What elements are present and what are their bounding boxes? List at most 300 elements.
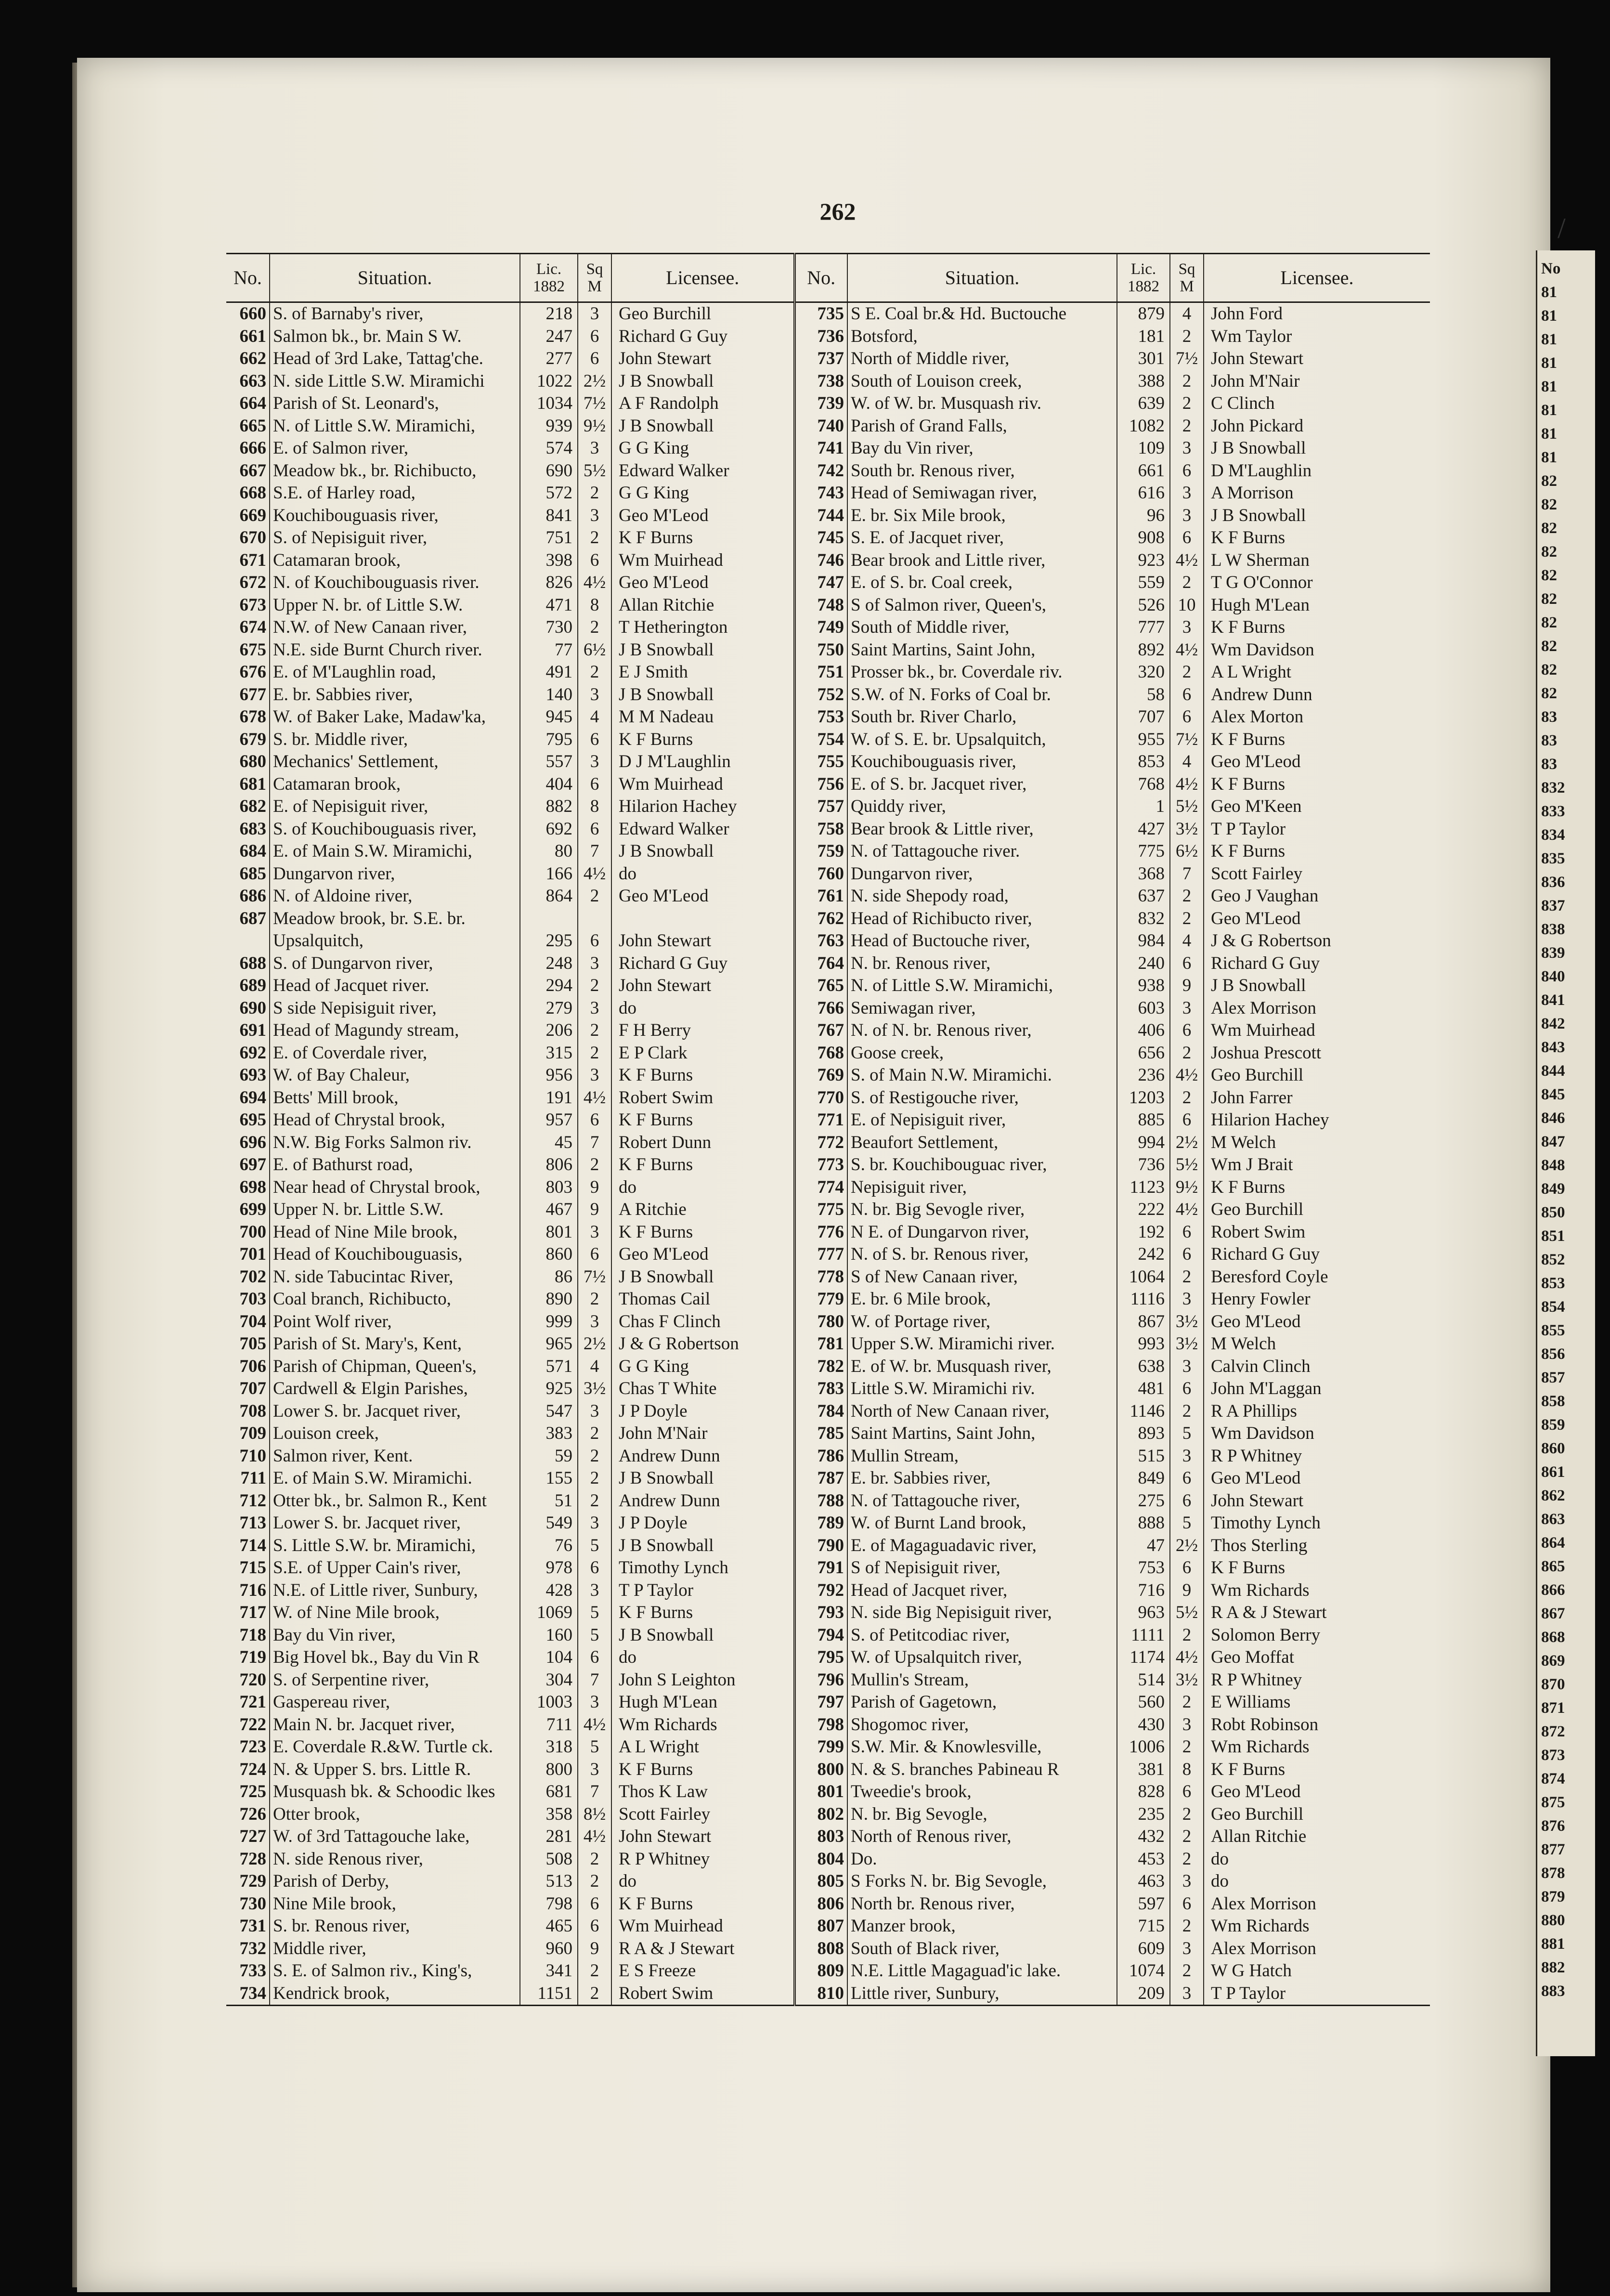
situation-cell: S. of Petitcodiac river, — [847, 1624, 1117, 1647]
sq-miles-cell: 6 — [1170, 1893, 1204, 1916]
lic-1882-cell: 471 — [520, 594, 578, 617]
situation-cell: W. of Nine Mile brook, — [270, 1602, 520, 1624]
situation-cell: Parish of St. Leonard's, — [270, 392, 520, 415]
table-row — [226, 1646, 1430, 1669]
sq-miles-cell: 2½ — [1170, 1535, 1204, 1557]
sq-miles-cell: 6 — [1170, 1557, 1204, 1579]
license-no-cell: 690 — [239, 998, 266, 1018]
sq-miles-cell: 6 — [578, 326, 611, 348]
sq-miles-cell: 2 — [1170, 1624, 1204, 1647]
license-no-cell: 703 — [239, 1289, 266, 1309]
situation-cell: N. side Little S.W. Miramichi — [270, 370, 520, 393]
license-no-cell: 778 — [794, 1266, 847, 1289]
sq-miles-cell: 7 — [578, 840, 611, 863]
situation-cell: S. of Kouchibouguasis river, — [270, 818, 520, 841]
licensee-cell: J B Snowball — [611, 415, 794, 438]
licensee-cell: A F Randolph — [611, 392, 794, 415]
sq-miles-cell: 3 — [578, 1221, 611, 1244]
lic-1882-cell: 86 — [520, 1266, 578, 1289]
licensee-cell: Andrew Dunn — [611, 1445, 794, 1468]
sq-miles-cell: 8 — [1170, 1759, 1204, 1781]
license-no-cell: 745 — [794, 527, 847, 549]
licensee-cell: Thos Sterling — [1204, 1535, 1430, 1557]
sq-miles-cell: 2 — [1170, 885, 1204, 908]
table-row — [226, 505, 1430, 527]
situation-cell: N. of Kouchibouguasis river. — [270, 572, 520, 594]
licensee-cell: R P Whitney — [611, 1848, 794, 1871]
licensee-cell: Richard G Guy — [611, 952, 794, 975]
adjacent-page-number: 81 — [1541, 378, 1557, 395]
adjacent-page-number: 82 — [1541, 661, 1557, 678]
license-no-cell: 798 — [794, 1714, 847, 1736]
licensee-cell: J B Snowball — [1204, 975, 1430, 997]
situation-cell: Upper N. br. of Little S.W. — [270, 594, 520, 617]
lic-1882-cell: 77 — [520, 639, 578, 662]
sq-miles-cell: 6 — [578, 930, 611, 952]
sq-miles-cell: 5 — [578, 1535, 611, 1557]
license-register-table — [226, 253, 1430, 2044]
license-no-cell: 669 — [239, 505, 266, 525]
lic-1882-cell: 656 — [1117, 1042, 1170, 1065]
lic-1882-cell: 206 — [520, 1019, 578, 1042]
sq-miles-cell: 2 — [578, 1422, 611, 1445]
adjacent-page-number: 81 — [1541, 331, 1557, 348]
licensee-cell: Geo M'Leod — [611, 885, 794, 908]
situation-cell: Catamaran brook, — [270, 549, 520, 572]
lic-1882-cell: 730 — [520, 616, 578, 639]
lic-1882-cell: 140 — [520, 684, 578, 706]
license-no-cell: 726 — [239, 1804, 266, 1824]
lic-1882-cell: 51 — [520, 1490, 578, 1513]
license-no-cell: 675 — [239, 639, 266, 660]
licensee-cell: K F Burns — [611, 1064, 794, 1087]
sq-miles-cell: 6 — [1170, 1221, 1204, 1244]
situation-cell: Parish of Chipman, Queen's, — [270, 1356, 520, 1378]
sq-miles-cell: 4½ — [1170, 773, 1204, 796]
licensee-cell: Thos K Law — [611, 1781, 794, 1803]
licensee-cell: J B Snowball — [611, 1266, 794, 1289]
situation-cell: N. of Little S.W. Miramichi, — [270, 415, 520, 438]
adjacent-page-number: 82 — [1541, 590, 1557, 608]
adjacent-page-number: 82 — [1541, 567, 1557, 584]
adjacent-page-number: 864 — [1541, 1534, 1565, 1552]
adjacent-page-number: 846 — [1541, 1109, 1565, 1127]
situation-cell: S.W. Mir. & Knowlesville, — [847, 1736, 1117, 1759]
sq-miles-cell: 4½ — [1170, 1064, 1204, 1087]
situation-cell: Parish of Gagetown, — [847, 1691, 1117, 1714]
lic-1882-cell: 301 — [1117, 348, 1170, 370]
licensee-cell: R P Whitney — [1204, 1445, 1430, 1468]
lic-1882-cell: 574 — [520, 437, 578, 460]
lic-1882-cell: 957 — [520, 1109, 578, 1132]
license-no-cell: 760 — [794, 863, 847, 886]
situation-cell: Betts' Mill brook, — [270, 1087, 520, 1109]
license-no-cell: 810 — [794, 1983, 847, 2006]
license-no-cell: 791 — [794, 1557, 847, 1579]
license-no-cell: 693 — [239, 1065, 266, 1085]
lic-1882-cell: 882 — [520, 796, 578, 818]
lic-1882-cell: 707 — [1117, 706, 1170, 729]
license-no-cell: 670 — [239, 528, 266, 548]
adjacent-page-number: 843 — [1541, 1039, 1565, 1056]
sq-miles-cell: 4½ — [1170, 1646, 1204, 1669]
licensee-cell: K F Burns — [611, 1759, 794, 1781]
license-no-cell: 784 — [794, 1400, 847, 1423]
licensee-cell: Geo M'Leod — [1204, 1311, 1430, 1333]
adjacent-page-number: 867 — [1541, 1605, 1565, 1622]
situation-cell: E. of Coverdale river, — [270, 1042, 520, 1065]
licensee-cell: K F Burns — [611, 1893, 794, 1916]
situation-cell: E. of Salmon river, — [270, 437, 520, 460]
lic-1882-cell: 192 — [1117, 1221, 1170, 1244]
situation-cell: Do. — [847, 1848, 1117, 1871]
lic-1882-cell: 1069 — [520, 1602, 578, 1624]
adjacent-page-number: 874 — [1541, 1770, 1565, 1787]
license-no-cell: 744 — [794, 505, 847, 527]
lic-1882-cell: 890 — [520, 1288, 578, 1311]
licensee-cell: Wm Muirhead — [611, 549, 794, 572]
licensee-cell: R P Whitney — [1204, 1669, 1430, 1692]
sq-miles-cell: 6 — [1170, 1243, 1204, 1266]
sq-miles-cell: 6 — [1170, 460, 1204, 483]
table-row — [226, 1132, 1430, 1154]
table-row — [226, 684, 1430, 706]
license-no-cell: 735 — [794, 302, 847, 326]
adjacent-page-number: 82 — [1541, 472, 1557, 490]
lic-1882-cell: 609 — [1117, 1938, 1170, 1960]
table-row — [226, 1288, 1430, 1311]
lic-1882-cell: 572 — [520, 482, 578, 505]
situation-cell: S. br. Middle river, — [270, 729, 520, 751]
license-no-cell: 764 — [794, 952, 847, 975]
sq-miles-cell: 5 — [1170, 1422, 1204, 1445]
sq-miles-cell: 3 — [1170, 1288, 1204, 1311]
sq-miles-cell: 2 — [578, 885, 611, 908]
table-row — [226, 751, 1430, 773]
license-no-cell: 700 — [239, 1222, 266, 1242]
sq-miles-cell: 2 — [578, 1019, 611, 1042]
table-row — [226, 1624, 1430, 1647]
license-no-cell: 807 — [794, 1915, 847, 1938]
situation-cell: N. of Tattagouche river. — [847, 840, 1117, 863]
adjacent-page-number: 847 — [1541, 1133, 1565, 1150]
situation-cell: S. of Restigouche river, — [847, 1087, 1117, 1109]
licensee-cell: J B Snowball — [611, 684, 794, 706]
table-row — [226, 1243, 1430, 1266]
license-no-cell: 773 — [794, 1154, 847, 1176]
sq-miles-cell: 3 — [578, 1579, 611, 1602]
sq-miles-cell: 6 — [578, 773, 611, 796]
table-row — [226, 863, 1430, 886]
license-no-cell: 733 — [239, 1961, 266, 1981]
situation-cell: Head of Jacquet river. — [270, 975, 520, 997]
licensee-cell: J & G Robertson — [1204, 930, 1430, 952]
sq-miles-cell: 7 — [578, 1781, 611, 1803]
license-no-cell: 793 — [794, 1602, 847, 1624]
lic-1882-cell: 999 — [520, 1311, 578, 1333]
table-row — [226, 1960, 1430, 1983]
sq-miles-cell: 2 — [578, 616, 611, 639]
license-no-cell: 776 — [794, 1221, 847, 1244]
sq-miles-cell: 5 — [578, 1624, 611, 1647]
licensee-cell: Richard G Guy — [1204, 1243, 1430, 1266]
license-no-cell: 795 — [794, 1646, 847, 1669]
situation-cell: Head of Buctouche river, — [847, 930, 1117, 952]
licensee-cell: Geo M'Leod — [1204, 751, 1430, 773]
license-no-cell: 781 — [794, 1333, 847, 1356]
sq-miles-cell: 3 — [578, 1400, 611, 1423]
lic-1882-cell: 978 — [520, 1557, 578, 1579]
situation-cell: E. of Nepisiguit river, — [847, 1109, 1117, 1132]
sq-miles-cell: 7½ — [578, 392, 611, 415]
sq-miles-cell: 3 — [1170, 1356, 1204, 1378]
licensee-cell: Wm J Brait — [1204, 1154, 1430, 1176]
licensee-cell: M M Nadeau — [611, 706, 794, 729]
license-no-cell: 711 — [240, 1468, 266, 1488]
license-no-cell: 741 — [794, 437, 847, 460]
sq-miles-cell: 3 — [578, 751, 611, 773]
lic-1882-cell: 514 — [1117, 1669, 1170, 1692]
adjacent-page-number: 856 — [1541, 1345, 1565, 1363]
sq-miles-cell: 5½ — [1170, 1154, 1204, 1176]
license-no-cell: 737 — [794, 348, 847, 370]
situation-cell: Point Wolf river, — [270, 1311, 520, 1333]
licensee-cell: Geo Burchill — [1204, 1199, 1430, 1221]
licensee-cell: Robt Robinson — [1204, 1714, 1430, 1736]
sq-miles-cell: 6 — [1170, 1109, 1204, 1132]
lic-1882-cell: 508 — [520, 1848, 578, 1871]
lic-1882-cell: 430 — [1117, 1714, 1170, 1736]
lic-1882-cell: 275 — [1117, 1490, 1170, 1513]
situation-cell: E. of Main S.W. Miramichi, — [270, 840, 520, 863]
situation-cell: N.E. Little Magaguad'ic lake. — [847, 1960, 1117, 1983]
licensee-cell: Geo M'Keen — [1204, 796, 1430, 818]
sq-miles-cell: 6 — [578, 1893, 611, 1916]
licensee-cell: Richard G Guy — [611, 326, 794, 348]
licensee-cell: A L Wright — [1204, 661, 1430, 684]
license-no-cell: 717 — [239, 1603, 266, 1622]
sq-miles-cell: 3 — [578, 1759, 611, 1781]
license-no-cell: 679 — [239, 729, 266, 749]
sq-miles-cell: 3 — [578, 1311, 611, 1333]
lic-1882-cell: 681 — [520, 1781, 578, 1803]
col-header-no-right: No. — [794, 254, 847, 302]
table-body — [226, 302, 1430, 2006]
license-no-cell: 704 — [239, 1311, 266, 1331]
table-row — [226, 1356, 1430, 1378]
adjacent-page-number: 848 — [1541, 1157, 1565, 1174]
lic-1882-cell: 853 — [1117, 751, 1170, 773]
lic-1882-cell: 281 — [520, 1826, 578, 1848]
licensee-cell: K F Burns — [1204, 773, 1430, 796]
situation-cell: Mechanics' Settlement, — [270, 751, 520, 773]
licensee-cell: Alex Morrison — [1204, 1893, 1430, 1916]
licensee-cell: Wm Richards — [1204, 1736, 1430, 1759]
situation-cell: Otter brook, — [270, 1803, 520, 1826]
sq-miles-cell: 3½ — [1170, 1333, 1204, 1356]
table-row — [226, 1736, 1430, 1759]
lic-1882-cell: 318 — [520, 1736, 578, 1759]
sq-miles-cell: 9 — [578, 1176, 611, 1199]
sq-miles-cell: 2 — [578, 527, 611, 549]
lic-1882-cell: 879 — [1117, 302, 1170, 326]
table-row — [226, 1266, 1430, 1289]
licensee-cell: John Stewart — [1204, 348, 1430, 370]
lic-1882-cell: 938 — [1117, 975, 1170, 997]
situation-cell: N. of Aldoine river, — [270, 885, 520, 908]
table-row — [226, 773, 1430, 796]
sq-miles-cell: 4½ — [578, 572, 611, 594]
license-no-cell: 785 — [794, 1422, 847, 1445]
situation-cell: Nepisiguit river, — [847, 1176, 1117, 1199]
adjacent-page-number: 873 — [1541, 1747, 1565, 1764]
sq-miles-cell: 3 — [1170, 437, 1204, 460]
licensee-cell: L W Sherman — [1204, 549, 1430, 572]
licensee-cell: J B Snowball — [1204, 437, 1430, 460]
adjacent-page-number: 81 — [1541, 449, 1557, 466]
sq-miles-cell: 2 — [578, 1870, 611, 1893]
situation-cell: E. br. Sabbies river, — [270, 684, 520, 706]
table-row — [226, 1176, 1430, 1199]
license-no-cell: 665 — [239, 416, 266, 436]
lic-1882-cell: 547 — [520, 1400, 578, 1423]
licensee-cell: do — [611, 863, 794, 886]
license-no-cell: 701 — [239, 1244, 266, 1264]
table-row — [226, 1691, 1430, 1714]
adjacent-page-number: 854 — [1541, 1298, 1565, 1316]
sq-miles-cell: 4 — [578, 706, 611, 729]
adjacent-page-number: 82 — [1541, 496, 1557, 513]
situation-cell: N. of N. br. Renous river, — [847, 1019, 1117, 1042]
license-no-cell: 660 — [239, 304, 266, 324]
situation-cell: Otter bk., br. Salmon R., Kent — [270, 1490, 520, 1513]
adjacent-page-number: 870 — [1541, 1676, 1565, 1693]
licensee-cell: Henry Fowler — [1204, 1288, 1430, 1311]
license-no-cell: 757 — [794, 796, 847, 818]
license-no-cell: 766 — [794, 997, 847, 1020]
license-no-cell: 801 — [794, 1781, 847, 1803]
lic-1882-cell: 711 — [520, 1714, 578, 1736]
lic-1882-cell: 864 — [520, 885, 578, 908]
lic-1882-cell: 381 — [1117, 1759, 1170, 1781]
license-no-cell: 803 — [794, 1826, 847, 1848]
licensee-cell: J B Snowball — [611, 639, 794, 662]
adjacent-page-number: 883 — [1541, 1983, 1565, 2000]
adjacent-page-number: 858 — [1541, 1393, 1565, 1410]
situation-cell: E. of Nepisiguit river, — [270, 796, 520, 818]
license-no-cell: 724 — [239, 1759, 266, 1779]
sq-miles-cell: 2 — [1170, 370, 1204, 393]
table-row — [226, 818, 1430, 841]
license-no-cell: 805 — [794, 1870, 847, 1893]
lic-1882-cell: 832 — [1117, 908, 1170, 930]
sq-miles-cell: 6½ — [1170, 840, 1204, 863]
lic-1882-cell: 104 — [520, 1646, 578, 1669]
sq-miles-cell: 7½ — [1170, 348, 1204, 370]
adjacent-page-number: 81 — [1541, 425, 1557, 443]
licensee-cell: K F Burns — [1204, 729, 1430, 751]
col-header-situation: Situation. — [270, 254, 520, 302]
license-no-cell: 710 — [239, 1446, 266, 1466]
licensee-cell: Robert Swim — [611, 1983, 794, 2006]
sq-miles-cell: 3 — [1170, 616, 1204, 639]
license-no-cell: 749 — [794, 616, 847, 639]
situation-cell: Mullin's Stream, — [847, 1669, 1117, 1692]
licensee-cell: E S Freeze — [611, 1960, 794, 1983]
situation-cell: E. of Main S.W. Miramichi. — [270, 1467, 520, 1490]
license-no-cell: 702 — [239, 1266, 266, 1287]
situation-cell: South of Middle river, — [847, 616, 1117, 639]
situation-cell: S. of Barnaby's river, — [270, 302, 520, 326]
licensee-cell: do — [611, 1646, 794, 1669]
licensee-cell: Geo M'Leod — [611, 1243, 794, 1266]
col-header-sq-right: Sq M — [1170, 254, 1204, 302]
licensee-cell: John Pickard — [1204, 415, 1430, 438]
adjacent-page-number: 83 — [1541, 708, 1557, 726]
licensee-cell: Andrew Dunn — [611, 1490, 794, 1513]
situation-cell: Catamaran brook, — [270, 773, 520, 796]
licensee-cell: Wm Richards — [1204, 1915, 1430, 1938]
adjacent-page-number: 851 — [1541, 1227, 1565, 1245]
lic-1882-cell: 427 — [1117, 818, 1170, 841]
license-no-cell: 714 — [239, 1535, 266, 1555]
sq-miles-cell: 6 — [1170, 527, 1204, 549]
sq-miles-cell: 6 — [1170, 1781, 1204, 1803]
lic-1882-cell: 295 — [520, 930, 578, 952]
sq-miles-cell: 6 — [1170, 1490, 1204, 1513]
table-row — [226, 594, 1430, 617]
situation-cell: N. br. Big Sevogle river, — [847, 1199, 1117, 1221]
lic-1882-cell: 383 — [520, 1422, 578, 1445]
licensee-cell: Robert Swim — [611, 1087, 794, 1109]
table-row — [226, 1512, 1430, 1535]
licensee-cell: Andrew Dunn — [1204, 684, 1430, 706]
situation-cell: Head of Kouchibouguasis, — [270, 1243, 520, 1266]
lic-1882-cell: 76 — [520, 1535, 578, 1557]
adjacent-page-number: 836 — [1541, 874, 1565, 891]
license-no-cell: 775 — [794, 1199, 847, 1221]
sq-miles-cell: 2 — [578, 1983, 611, 2006]
lic-1882-cell: 908 — [1117, 527, 1170, 549]
licensee-cell: Wm Davidson — [1204, 639, 1430, 662]
licensee-cell: Chas F Clinch — [611, 1311, 794, 1333]
table-row — [226, 1848, 1430, 1871]
lic-1882-cell: 109 — [1117, 437, 1170, 460]
license-no-cell: 694 — [239, 1087, 266, 1108]
sq-miles-cell: 4½ — [1170, 1199, 1204, 1221]
licensee-cell: Hugh M'Lean — [1204, 594, 1430, 617]
licensee-cell: J B Snowball — [1204, 505, 1430, 527]
licensee-cell: Geo M'Leod — [611, 572, 794, 594]
sq-miles-cell: 4½ — [1170, 549, 1204, 572]
situation-cell: Bay du Vin river, — [270, 1624, 520, 1647]
lic-1882-cell: 404 — [520, 773, 578, 796]
col-header-licensee: Licensee. — [611, 254, 794, 302]
licensee-cell: Alex Morrison — [1204, 1938, 1430, 1960]
sq-miles-cell: 2 — [1170, 1915, 1204, 1938]
adjacent-page-number: 83 — [1541, 732, 1557, 749]
situation-cell: Parish of Derby, — [270, 1870, 520, 1893]
license-no-cell: 715 — [239, 1558, 266, 1578]
license-no-cell: 718 — [239, 1625, 266, 1645]
license-no-cell: 705 — [239, 1334, 266, 1354]
adjacent-page-number: 880 — [1541, 1912, 1565, 1929]
licensee-cell: do — [1204, 1870, 1430, 1893]
licensee-cell: T P Taylor — [611, 1579, 794, 1602]
situation-cell: Head of Jacquet river, — [847, 1579, 1117, 1602]
sq-miles-cell: 3 — [578, 1512, 611, 1535]
licensee-cell: A Ritchie — [611, 1199, 794, 1221]
